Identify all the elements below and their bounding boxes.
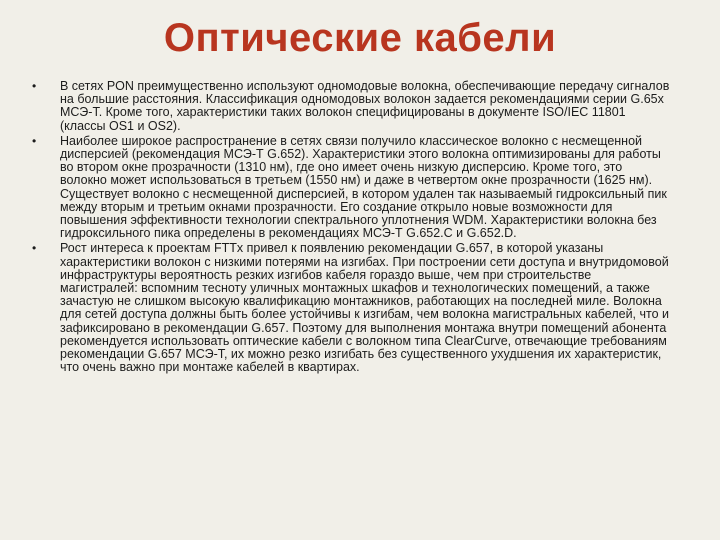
bullet-icon: • (32, 133, 37, 148)
slide-title: Оптические кабели (163, 16, 557, 60)
bullet-icon: • (32, 241, 37, 256)
bullet-text: Наиболее широкое распространение в сетях связи получило классическое волокно с несмещенной дисперсией (рекомендация МСЭ-Т G.652). Характеристики этого волокна оптимизированы для работы во втором окне прозрачности (1310 нм), где оно имеет очень низкую дисперсию. Кроме того, это волокно может использоваться в третьем (1550 нм) и даже в четвертом окне прозрачности (1625 нм). Существует волокно с несмещенной дисперсией, в котором удален так называемый гидроксильный пик между вторым и третьим окнами прозрачности. Его создание открыло новые возможности для повышения эффективности технологии спектрального уплотнения WDM. Характеристики волокна без гидроксильного пика определены в рекомендациях МСЭ-Т G.652.C и G.652.D. (60, 133, 667, 241)
bullet-icon: • (32, 79, 37, 93)
bullet-text: Рост интереса к проектам FTTx привел к появлению рекомендации G.657, в которой указаны характеристики волокон с низкими потерями на изгибах. При построении сети доступа и внутридомовой инфраструктуры вероятность резких изгибов кабеля гораздо выше, чем при строительстве магистралей: вспомним тесноту уличных монтажных шкафов и технологических помещений, а также зачастую не слишком высокую квалификацию монтажников, работающих на последней миле. Волокна для сетей доступа должны быть более устойчивы к изгибам, чем волокна магистральных кабелей, что и зафиксировано в рекомендации G.657. Поэтому для выполнения монтажа внутри помещений абонента рекомендуется использовать оптические кабели с волокном типа ClearCurve, отвечающие требованиям рекомендации G.657 МСЭ-Т, их можно резко изгибать без существенного ухудшения их характеристик, что очень важно при монтаже кабелей в квартирах. (60, 241, 669, 375)
bullet-item (32, 242, 672, 374)
bullet-list (32, 80, 672, 376)
bullet-item (32, 80, 672, 133)
bullet-item (32, 135, 672, 241)
bullet-text: В сетях PON преимущественно используют одномодовые волокна, обеспечивающие передачу сигналов на большие расстояния. Классификация одномодовых волокон задается рекомендациями серии G.65x МСЭ-Т. Кроме того, характеристики таких волокон специфицированы в документе ISO/IEC 11801 (классы OS1 и OS2). (60, 79, 670, 133)
